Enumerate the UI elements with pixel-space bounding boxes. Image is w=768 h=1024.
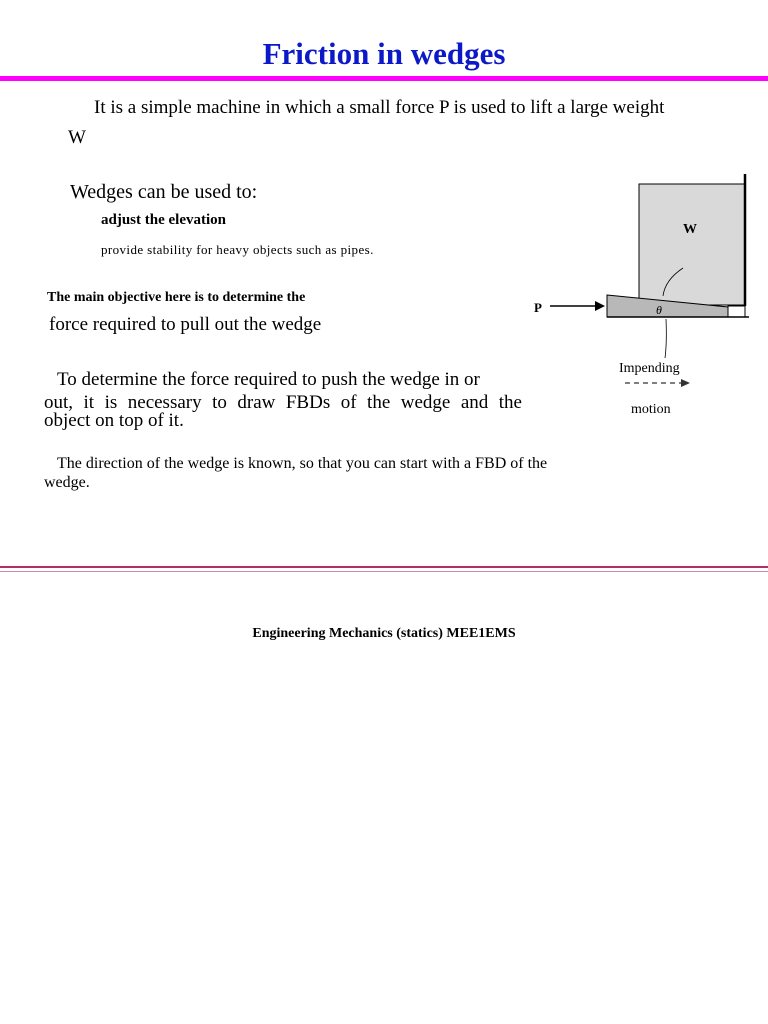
fbd-line-2: out, it is necessary to draw FBDs of the wedge and the: [44, 392, 522, 413]
use-item-stability: provide stability for heavy objects such as pipes.: [101, 242, 374, 257]
motion-arrow-head: [681, 379, 690, 387]
wedge-figure: [525, 168, 760, 428]
motion-label-2: motion: [631, 402, 671, 417]
weight-block: [639, 184, 745, 305]
intro-line-2: W: [68, 127, 86, 148]
weight-label: W: [683, 222, 697, 237]
motion-leader: [665, 319, 666, 358]
force-arrow-head: [595, 301, 605, 311]
objective-line-2: force required to pull out the wedge: [49, 314, 322, 335]
fbd-line-1: To determine the force required to push the wedge in or: [57, 369, 480, 390]
footer-divider: [0, 566, 768, 572]
objective-line-1: The main objective here is to determine the: [47, 290, 306, 305]
fbd-line-3: object on top of it.: [44, 410, 184, 431]
direction-line-1: The direction of the wedge is known, so that you can start with a FBD of the: [57, 455, 548, 472]
title-divider: [0, 76, 768, 81]
gap-block: [728, 306, 745, 317]
uses-heading: Wedges can be used to:: [70, 181, 258, 203]
page-title: Friction in wedges: [262, 36, 506, 71]
direction-line-2: wedge.: [44, 474, 90, 491]
angle-label: θ: [656, 303, 662, 317]
use-item-elevation: adjust the elevation: [101, 212, 226, 228]
motion-label-1: Impending: [619, 361, 680, 376]
intro-line-1: It is a simple machine in which a small force P is used to lift a large weight: [94, 97, 665, 118]
footer-course: Engineering Mechanics (statics) MEE1EMS: [252, 626, 516, 641]
force-label: P: [534, 300, 542, 315]
